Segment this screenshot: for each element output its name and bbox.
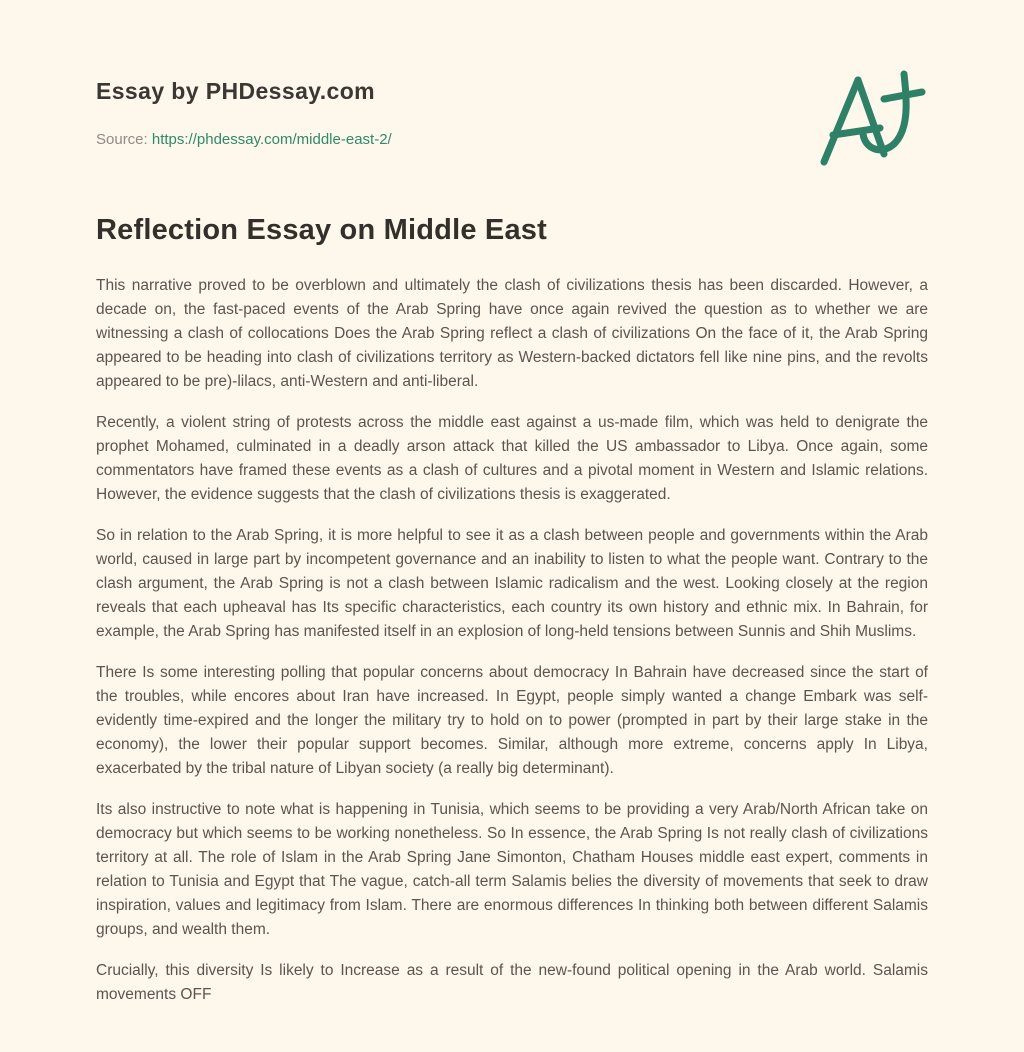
source-label: Source:: [96, 131, 148, 148]
logo-a-left-stroke: [824, 80, 858, 162]
article-paragraph: This narrative proved to be overblown and ultimately the clash of civilizations thesis has been discarded. However, a decade on, the fast-paced events of the Arab Spring have once again revived the question as to whether we are witnessing a clash of collocations Does the Arab Spring reflect a clash of civilizations On the face of it, the Arab Spring appeared to be heading into clash of civilizations territory as Western-backed dictators fell like nine pins, and the revolts appeared to be pre)-lilacs, anti-Western and anti-liberal.: [96, 277, 928, 390]
article-paragraph: Its also instructive to note what is happening in Tunisia, which seems to be providing a very Arab/North African take on democracy but which seems to be working nonetheless. So In essence, the Arab Spring Is not really clash of civilizations territory at all. The role of Islam in the Arab Spring Jane Simonton, Chatham Houses middle east expert, comments in relation to Tunisia and Egypt that The vague, catch-all term Salamis belies the diversity of movements that seek to draw inspiration, values and legitimacy from Islam. There are enormous differences In thinking both between different Salamis groups, and wealth them.: [96, 801, 928, 938]
article-title: Reflection Essay on Middle East: [96, 214, 547, 246]
source-line: [96, 131, 928, 148]
article-paragraph: Crucially, this diversity Is likely to Increase as a result of the new-found political opening in the Arab world. Salamis movements OFF: [96, 962, 928, 1003]
article-paragraph: There Is some interesting polling that popular concerns about democracy In Bahrain have decreased since the start of the troubles, while encores about Iran have increased. In Egypt, people simply wanted a change Embark was self-evidently time-expired and the longer the military try to hold on to power (prompted in part by their large stake in the economy), the lower their popular support becomes. Similar, although more extreme, concerns apply In Libya, exacerbated by the tribal nature of Libyan society (a really big determinant).: [96, 664, 928, 777]
article-body: [96, 274, 928, 1007]
source-url-link[interactable]: https://phdessay.com/middle-east-2/: [151, 131, 392, 148]
logo-a-right-stroke: [858, 80, 884, 154]
site-title: Essay by PHDessay.com: [96, 78, 376, 104]
phdessay-a-plus-logo-icon: [816, 68, 928, 168]
header: [96, 78, 928, 148]
article-paragraph: Recently, a violent string of protests across the middle east against a us-made film, which was held to denigrate the prophet Mohamed, culminated in a deadly arson attack that killed the US ambassador to Libya. Once again, some commentators have framed these events as a clash of cultures and a pivotal moment in Western and Islamic relations. However, the evidence suggests that the clash of civilizations thesis is exaggerated.: [96, 414, 928, 503]
article-paragraph: So in relation to the Arab Spring, it is more helpful to see it as a clash between people and governments within the Arab world, caused in large part by incompetent governance and an inability to listen to what the people want. Contrary to the clash argument, the Arab Spring is not a clash between Islamic radicalism and the west. Looking closely at the region reveals that each upheaval has Its specific characteristics, each country its own history and ethnic mix. In Bahrain, for example, the Arab Spring has manifested itself in an explosion of long-held tensions between Sunnis and Shih Muslims.: [96, 527, 928, 640]
page: [96, 0, 928, 1007]
